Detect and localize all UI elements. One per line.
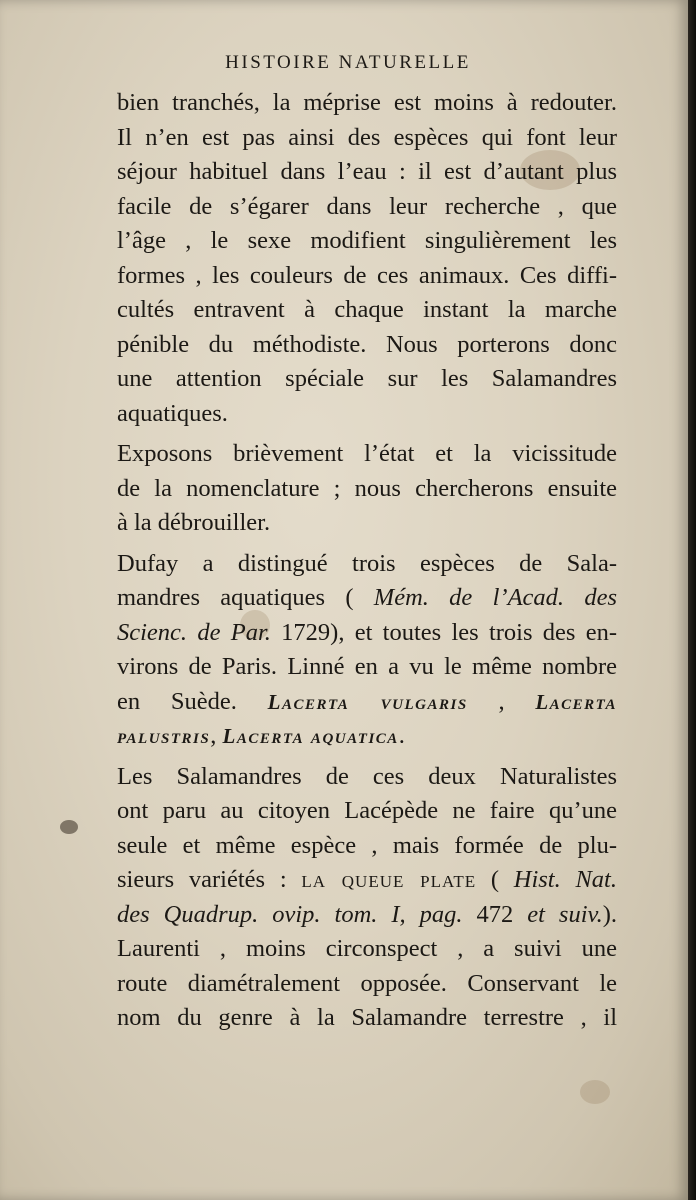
text-run: 472 [462, 900, 528, 928]
text-line [117, 719, 617, 754]
species-name: Lacerta vulgaris [267, 689, 468, 714]
species-name: Lacerta [535, 689, 618, 714]
species-name: Lacerta aquatica [222, 724, 399, 748]
text-line: seule et même espèce , mais formée de plu- [117, 831, 617, 859]
text-line: pénible du méthodiste. Nous porterons donc [117, 330, 617, 358]
text-line: bien tranchés, la méprise est moins à redouter. [117, 89, 617, 116]
citation-italic: Mém. de l’Acad. des [373, 584, 617, 611]
text-line: séjour habituel dans l’eau : il est d’autant plus [117, 158, 617, 185]
citation-italic: Hist. Nat. [513, 866, 617, 893]
text-line: route diamétralement opposée. Conservant le [117, 969, 617, 997]
text-line: virons de Paris. Linné en a vu le même nombre [117, 653, 617, 680]
text-line [117, 685, 617, 720]
text-run: . [398, 722, 405, 749]
page-edge [688, 0, 696, 1200]
text-line: Laurenti , moins circonspect , a suivi une [117, 935, 617, 962]
text-line [117, 898, 617, 933]
text-line [117, 616, 617, 651]
species-name: palustris [117, 724, 211, 748]
text-line: facile de s’égarer dans leur recherche , que [117, 192, 617, 220]
text-line: aquatiques. [117, 399, 228, 427]
foxing-stain [580, 1080, 610, 1104]
text-line: Exposons brièvement l’état et la vicissitude [117, 440, 617, 467]
text-run: ). [602, 900, 617, 928]
text-run: en Suède. [117, 687, 268, 715]
text-line [117, 863, 617, 898]
text-run: 1729), et toutes les trois des en- [270, 618, 618, 646]
citation-italic: des Quadrup. ovip. tom. I, pag. [117, 900, 463, 928]
text-line: une attention spéciale sur les Salamandres [117, 365, 617, 392]
text-run: sieurs variétés : [117, 866, 302, 893]
text-line: de la nomenclature ; nous chercherons ensuite [117, 474, 617, 502]
text-line: cultés entravent à chaque instant la marche [117, 296, 617, 323]
text-line [117, 581, 617, 616]
body-text [117, 86, 617, 1036]
text-line: à la débrouiller. [117, 509, 271, 536]
text-line: formes , les couleurs de ces animaux. Ces diffi- [117, 261, 617, 289]
text-run: , [210, 722, 223, 749]
text-line: l’âge , le sexe modifient singulièrement les [117, 227, 617, 254]
text-line: Il n’en est pas ainsi des espèces qui font leur [117, 123, 617, 151]
variety-name: la queue plate [301, 866, 477, 893]
foxing-stain [60, 820, 78, 834]
running-head: HISTOIRE NATURELLE [225, 52, 471, 73]
text-line: ont paru au citoyen Lacépède ne faire qu’une [117, 797, 617, 824]
text-line: nom du genre à la Salamandre terrestre , il [117, 1004, 617, 1031]
text-run: , [467, 687, 536, 715]
text-line: Les Salamandres de ces deux Naturalistes [117, 762, 617, 790]
text-run: mandres aquatiques ( [117, 584, 374, 611]
text-run: ( [476, 866, 514, 893]
citation-italic: et suiv. [527, 900, 603, 928]
text-line: Dufay a distingué trois espèces de Sala- [117, 549, 617, 577]
citation-italic: Scienc. de Par. [117, 618, 271, 646]
